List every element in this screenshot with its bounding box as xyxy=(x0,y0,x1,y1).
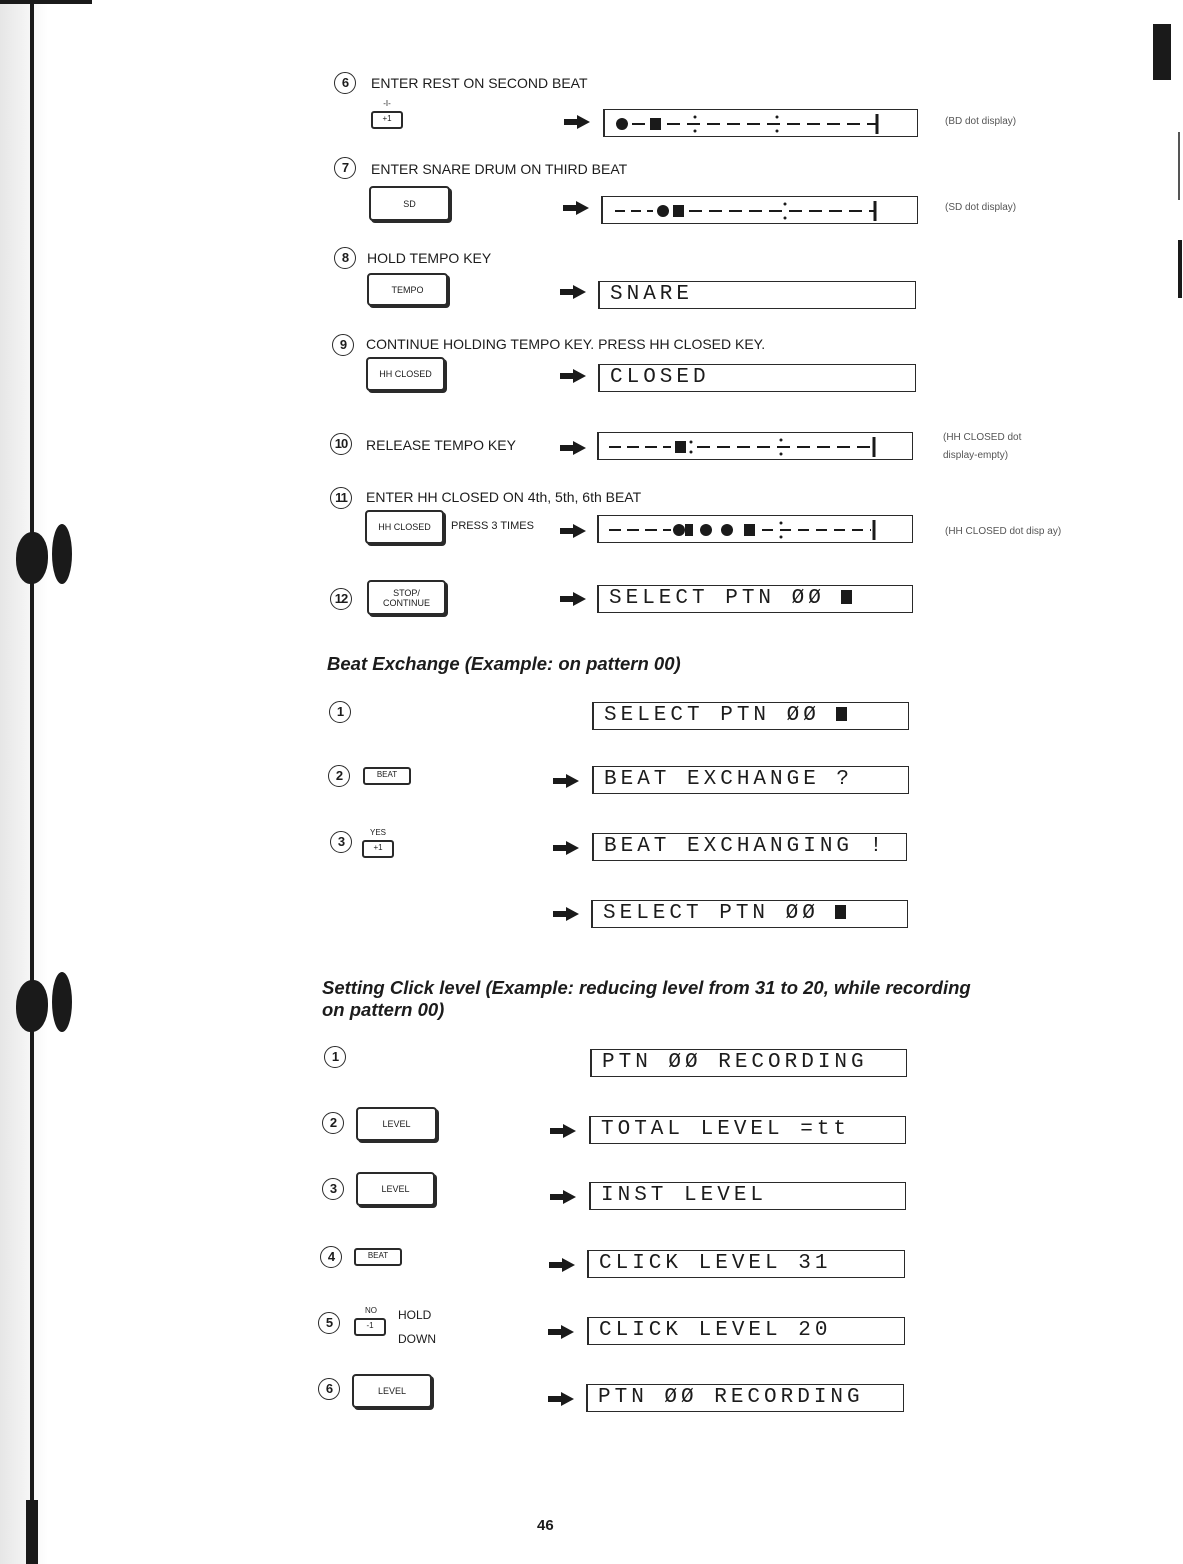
lcd-display xyxy=(592,702,909,730)
press-count-text: PRESS 3 TIMES xyxy=(451,520,534,532)
hold-text: HOLD xyxy=(398,1308,432,1322)
lcd-text: SELECT PTN ØØ xyxy=(603,902,819,925)
lcd-display: SNARE xyxy=(598,281,916,309)
arrow-right-icon xyxy=(548,1325,574,1339)
dot-mark xyxy=(673,205,684,217)
lcd-display: TOTAL LEVEL =tt xyxy=(589,1116,906,1144)
dot-mark xyxy=(744,524,755,536)
step-number: 10 xyxy=(330,433,352,455)
binding-bottom-edge xyxy=(26,1500,38,1564)
step-number: 1 xyxy=(324,1046,346,1068)
dot-mark xyxy=(616,118,628,130)
cursor-block xyxy=(835,905,846,919)
step-number: 4 xyxy=(320,1246,342,1268)
dot-mark xyxy=(657,205,669,217)
step-instruction: HOLD TEMPO KEY xyxy=(367,250,492,266)
step-number: 5 xyxy=(318,1312,340,1334)
step-number: 1 xyxy=(329,701,351,723)
dot-mark xyxy=(675,441,686,453)
lcd-display: CLICK LEVEL 31 xyxy=(587,1250,905,1278)
arrow-right-icon xyxy=(563,201,589,215)
dot-mark xyxy=(700,524,712,536)
lcd-display: PTN ØØ RECORDING xyxy=(586,1384,904,1412)
display-note: (HH CLOSED dot disp ay) xyxy=(945,526,1062,537)
section-heading: Beat Exchange (Example: on pattern 00) xyxy=(327,653,681,674)
lcd-display xyxy=(591,900,908,928)
stop-continue-key[interactable] xyxy=(367,580,446,615)
key-caption: YES xyxy=(369,828,386,837)
display-note: (BD dot display) xyxy=(945,116,1017,127)
lcd-display xyxy=(597,585,913,613)
step-number: 12 xyxy=(330,588,352,610)
step-number: 7 xyxy=(334,157,356,179)
dot-mark xyxy=(721,524,733,536)
dot-mark xyxy=(650,118,661,130)
dot-display-hh xyxy=(597,515,913,543)
hh-closed-key[interactable]: HH CLOSED xyxy=(366,357,445,391)
edge-line xyxy=(1178,240,1182,298)
arrow-right-icon xyxy=(548,1392,574,1406)
hold-text: DOWN xyxy=(398,1332,436,1346)
sd-key[interactable]: SD xyxy=(369,186,450,221)
page-binding-edge xyxy=(0,0,48,1564)
dot-mark xyxy=(685,524,693,536)
step-number: 6 xyxy=(318,1378,340,1400)
arrow-right-icon xyxy=(553,907,579,921)
plus-one-key[interactable]: +1 xyxy=(371,111,403,129)
binding-top-edge xyxy=(0,0,92,4)
section-heading: Setting Click level (Example: reducing level from 31 to 20, while recording xyxy=(322,977,971,998)
level-key[interactable]: LEVEL xyxy=(356,1172,435,1206)
step-number: 9 xyxy=(332,334,354,356)
step-instruction: ENTER REST ON SECOND BEAT xyxy=(371,75,588,91)
edge-marker xyxy=(1153,24,1171,80)
yes-key[interactable]: +1 xyxy=(362,840,394,858)
arrow-right-icon xyxy=(560,592,586,606)
lcd-display: INST LEVEL xyxy=(589,1182,906,1210)
dot-display-hh-empty xyxy=(597,432,913,460)
arrow-right-icon xyxy=(560,524,586,538)
lcd-display: PTN ØØ RECORDING xyxy=(590,1049,907,1077)
binding-line xyxy=(30,0,34,1564)
display-note: display-empty) xyxy=(943,450,1009,461)
step-number: 3 xyxy=(330,831,352,853)
tempo-key[interactable]: TEMPO xyxy=(367,273,448,306)
arrow-right-icon xyxy=(549,1258,575,1272)
step-number: 2 xyxy=(322,1112,344,1134)
step-number: 2 xyxy=(328,765,350,787)
no-key[interactable]: -1 xyxy=(354,1318,386,1336)
display-note: (HH CLOSED dot xyxy=(943,432,1022,443)
level-key[interactable]: LEVEL xyxy=(356,1107,437,1141)
dot-display-sd xyxy=(601,196,918,224)
step-instruction: ENTER HH CLOSED ON 4th, 5th, 6th BEAT xyxy=(366,489,642,505)
step-instruction: ENTER SNARE DRUM ON THIRD BEAT xyxy=(371,161,628,177)
lcd-display: BEAT EXCHANGING ! xyxy=(592,833,907,861)
step-number: 3 xyxy=(322,1178,344,1200)
step-instruction: CONTINUE HOLDING TEMPO KEY. PRESS HH CLOSED KEY. xyxy=(366,336,766,352)
step-number: 8 xyxy=(334,247,356,269)
lcd-display: BEAT EXCHANGE ? xyxy=(592,766,909,794)
arrow-right-icon xyxy=(564,115,590,129)
key-caption: -I- xyxy=(383,99,391,108)
arrow-right-icon xyxy=(560,285,586,299)
arrow-right-icon xyxy=(550,1190,576,1204)
beat-key[interactable]: BEAT xyxy=(354,1248,402,1266)
key-label: CONTINUE xyxy=(383,597,430,608)
level-key[interactable]: LEVEL xyxy=(352,1374,432,1408)
section-heading: on pattern 00) xyxy=(322,999,445,1020)
lcd-display: CLICK LEVEL 20 xyxy=(587,1317,905,1345)
cursor-block xyxy=(836,707,847,721)
lcd-display: CLOSED xyxy=(598,364,916,392)
hh-closed-key[interactable]: HH CLOSED xyxy=(365,510,444,544)
edge-line xyxy=(1178,132,1180,200)
arrow-right-icon xyxy=(553,841,579,855)
key-caption: NO xyxy=(365,1306,377,1315)
page-number: 46 xyxy=(537,1517,554,1534)
display-note: (SD dot display) xyxy=(945,202,1017,213)
punch-hole-upper xyxy=(16,524,72,596)
lcd-text: SELECT PTN ØØ xyxy=(604,704,820,727)
cursor-block xyxy=(841,590,852,604)
arrow-right-icon xyxy=(553,774,579,788)
dot-mark xyxy=(673,524,685,536)
key-label: STOP/ xyxy=(393,587,420,598)
punch-hole-lower xyxy=(16,972,72,1044)
step-number: 6 xyxy=(334,72,356,94)
arrow-right-icon xyxy=(560,441,586,455)
arrow-right-icon xyxy=(550,1124,576,1138)
arrow-right-icon xyxy=(560,369,586,383)
step-number: 11 xyxy=(330,487,352,509)
lcd-text: SELECT PTN ØØ xyxy=(609,587,825,610)
dot-display-bd xyxy=(603,109,918,137)
beat-key[interactable]: BEAT xyxy=(363,767,411,785)
step-instruction: RELEASE TEMPO KEY xyxy=(366,437,516,453)
